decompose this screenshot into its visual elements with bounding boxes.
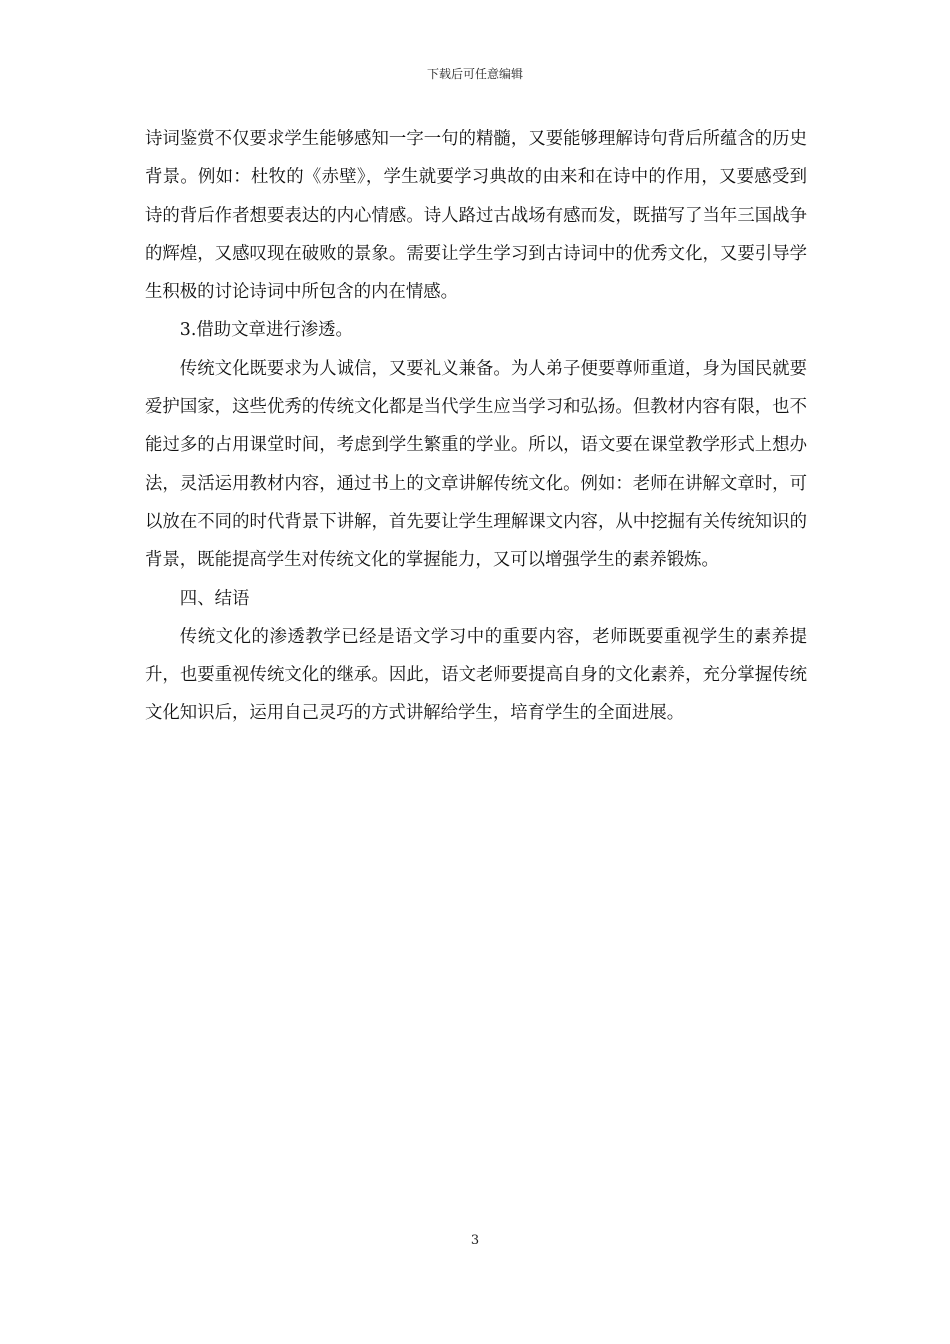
page-header: 下载后可任意编辑 <box>426 67 523 81</box>
section-heading-article-permeation: 3.借助文章进行渗透。 <box>179 320 353 341</box>
paragraph-poetry-appreciation: 诗词鉴赏不仅要求学生能够感知一字一句的精髓，又要能够理解诗句背后所蕴含的历史背景。例如：杜牧的《赤壁》，学生就要学习典故的由来和在诗中的作用，又要感受到诗的背后作者想要表达的内心情感。诗人路过古战场有感而发，既描写了当年三国战争的辉煌，又感叹现在破败的景象。需要让学生学习到古诗词中的优秀文化，又要引导学生积极的讨论诗词中所包含的内在情感。 <box>145 129 807 303</box>
paragraph-conclusion: 传统文化的渗透教学已经是语文学习中的重要内容，老师既要重视学生的素养提升，也要重视传统文化的继承。因此，语文老师要提高自身的文化素养，充分掌握传统文化知识后，运用自己灵巧的方式讲解给学生，培育学生的全面进展。 <box>145 626 807 724</box>
page-number: 3 <box>470 1233 480 1248</box>
paragraph-traditional-culture: 传统文化既要求为人诚信，又要礼义兼备。为人弟子便要尊师重道，身为国民就要爱护国家，这些优秀的传统文化都是当代学生应当学习和弘扬。但教材内容有限，也不能过多的占用课堂时间，考虑到学生繁重的学业。所以，语文要在课堂教学形式上想办法，灵活运用教材内容，通过书上的文章讲解传统文化。例如：老师在讲解文章时，可以放在不同的时代背景下讲解，首先要让学生理解课文内容，从中挖掘有关传统知识的背景，既能提高学生对传统文化的掌握能力，又可以增强学生的素养锻炼。 <box>145 358 807 571</box>
document-body <box>145 120 807 733</box>
section-heading-conclusion: 四、结语 <box>179 588 250 609</box>
